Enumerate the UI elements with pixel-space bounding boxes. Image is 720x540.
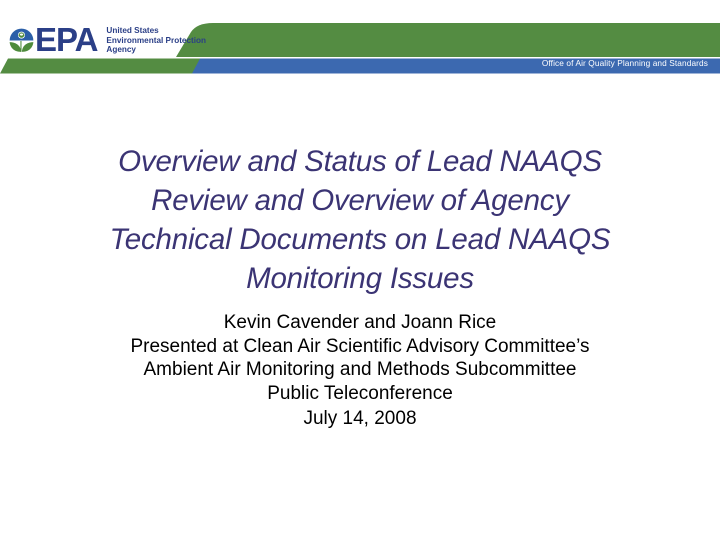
slide-subtitle-block: [100, 310, 620, 431]
epa-header-banner: [0, 0, 720, 85]
presenters-line: Kevin Cavender and Joann Rice: [223, 312, 497, 333]
page-title: [60, 142, 660, 298]
event-line: Public Teleconference: [267, 383, 453, 404]
epa-seal-icon: [8, 27, 35, 54]
slide-title-line-3: Technical Documents on Lead NAAQS: [109, 223, 611, 256]
epa-logo: [8, 22, 206, 58]
epa-tagline-line-3: Agency: [106, 45, 136, 55]
epa-tagline-line-2: Environmental Protection: [106, 35, 207, 45]
header-green-lower: [0, 59, 200, 74]
venue-line: Presented at Clean Air Scientific Advisory Committee’s Ambient Air Monitoring and Methods Subcommittee: [130, 336, 590, 380]
slide-content: [0, 85, 720, 540]
epa-tagline-line-1: United States: [106, 26, 159, 36]
slide-title-line-1: Overview and Status of Lead NAAQS: [118, 145, 602, 178]
epa-wordmark: EPA: [35, 21, 98, 58]
header-green-upper: [176, 23, 720, 57]
epa-tagline: [106, 26, 206, 55]
office-label: Office of Air Quality Planning and Standards: [541, 58, 708, 68]
slide-title-line-2: Review and Overview of Agency: [151, 184, 569, 217]
date-line: July 14, 2008: [303, 408, 417, 429]
slide-title-line-4: Monitoring Issues: [246, 262, 474, 295]
